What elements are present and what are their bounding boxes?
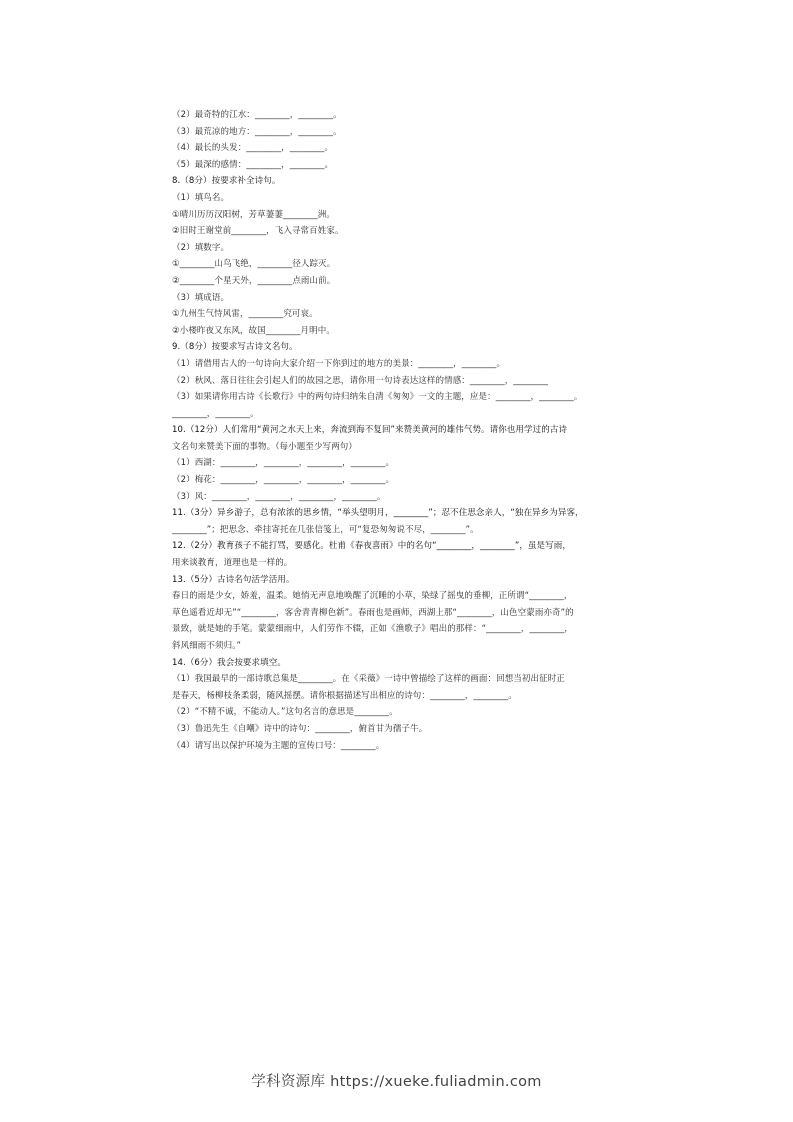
text-line: 春日的雨是少女，娇羞，温柔。她悄无声息地唤醒了沉睡的小草，染绿了摇曳的垂柳，正所谓“________，	[172, 591, 573, 602]
question-heading: 9.（8分）按要求写古诗文名句。	[172, 342, 298, 353]
text-line: （2）最奇特的江水：________，________。	[172, 110, 342, 120]
text-line: （3）如果请你用古诗《长歌行》中的两句诗归纳朱自清《匆匆》一文的主题，应是：________，________。	[172, 392, 583, 403]
text-line: （2）“不精不诚，不能动人。”这句名言的意思是________。	[172, 707, 398, 718]
question-heading: 14.（6分）我会按要求填空。	[172, 657, 286, 668]
text-line: 草色遥看近却无”“________，客舍青青柳色新”。春雨也是画师，西湖上那“________，山色空蒙雨亦奇”的	[172, 607, 574, 618]
watermark-footer: 学科资源库 https://xueke.fuliadmin.com	[251, 1074, 542, 1090]
text-line: ________，________。	[172, 408, 259, 419]
text-line: （1）我国最早的一部诗歌总集是________。在《采薇》一诗中曾描绘了这样的画面：回想当初出征时正	[172, 674, 565, 685]
text-line: 是春天，杨柳枝条柔弱，随风摇摆。请你根据描述写出相应的诗句：________，________。	[172, 690, 517, 701]
text-line: 斜风细雨不须归。”	[172, 641, 242, 651]
question-heading: 11.（3分）异乡游子，总有浓浓的思乡情，“举头望明月，________”；忍不住思念亲人，“独在异乡为异客，	[172, 508, 584, 519]
text-line: （1）请借用古人的一句诗向大家介绍一下你到过的地方的美景：________，________。	[172, 358, 506, 369]
worksheet-body	[172, 107, 644, 754]
text-line: 景致，就是她的手笔。蒙蒙细雨中，人们劳作不辍，正如《渔歌子》唱出的那样：“________，________，	[172, 624, 573, 635]
text-line: （3）风：________，________，________，________。	[172, 491, 386, 502]
question-heading: 12.（2分）教育孩子不能打骂，要感化。杜甫《春夜喜雨》中的名句“________，________”，虽是写雨，	[172, 541, 571, 552]
text-line: （2）填数字。	[172, 242, 230, 253]
text-line: ②________个星天外，________点雨山前。	[172, 275, 336, 286]
text-line: （2）秋风、落日往往会引起人们的故园之思，请你用一句诗表达这样的情感：________，________	[172, 375, 549, 386]
text-line: （1）填鸟名。	[172, 192, 230, 203]
text-line: （3）鲁迅先生《自嘲》诗中的诗句：________，俯首甘为孺子牛。	[172, 723, 428, 734]
text-line: ①晴川历历汉阳树，芳草萋萋________洲。	[172, 209, 335, 220]
text-line: （2）梅花：________，________，________，________。	[172, 475, 395, 486]
text-line: （3）填成语。	[172, 292, 230, 303]
question-heading: 10.（12分）人们常用“黄河之水天上来，奔流到海不复回”来赞美黄河的雄伟气势。请你也用学过的古诗	[172, 425, 568, 436]
text-line: （3）最荒凉的地方：________，________。	[172, 126, 342, 137]
question-heading: 13.（5分）古诗名句活学活用。	[172, 574, 295, 585]
text-line: ①九州生气恃风雷，________究可哀。	[172, 309, 318, 320]
text-line: （4）最长的头发：________，________。	[172, 143, 334, 154]
text-line: （4）请写出以保护环境为主题的宣传口号：________。	[172, 740, 385, 751]
text-line: ①________山鸟飞绝，________径人踪灭。	[172, 259, 336, 270]
text-line: （1）西湖：________，________，________，________。	[172, 458, 395, 469]
text-line: ②旧时王谢堂前________，飞入寻常百姓家。	[172, 226, 344, 237]
text-line: 文名句来赞美下面的事物。（每小题至少写两句）	[172, 441, 357, 452]
text-line: ________”；把思念、牵挂寄托在几张信笺上，可“复恐匆匆说不尽，________”。	[172, 524, 479, 535]
text-line: 用来谈教育，道理也是一样的。	[172, 558, 293, 569]
question-heading: 8.（8分）按要求补全诗句。	[172, 176, 281, 187]
text-line: ②小楼昨夜又东风，故国________月明中。	[172, 325, 335, 336]
text-line: （5）最深的感情：________，________。	[172, 159, 334, 170]
